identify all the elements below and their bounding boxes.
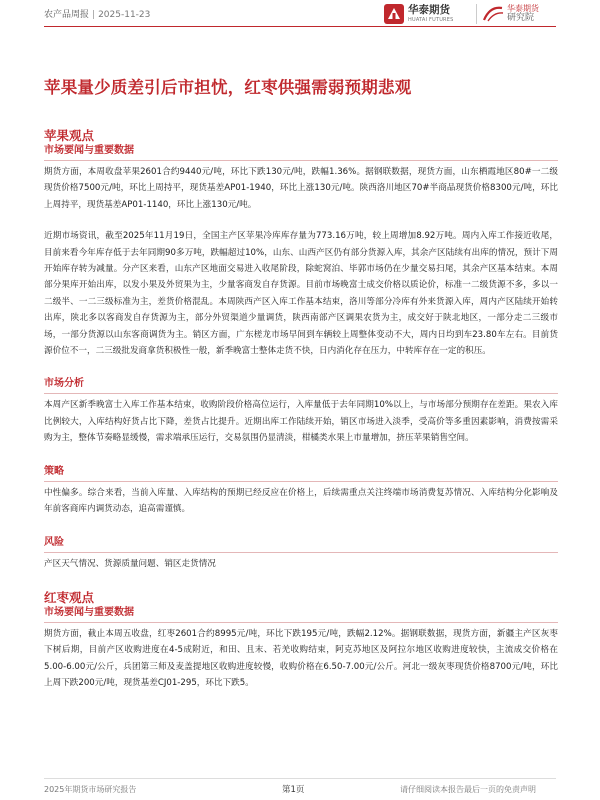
jujube-news-title: 市场要闻与重要数据 [44,606,134,618]
section-divider [44,481,558,482]
apple-news-paragraph-2: 近期市场资讯，截至2025年11月19日，全国主产区苹果冷库库存量为773.16万吨，较上周增加8.92万吨。周内入库工作接近收尾，目前来看今年库存低于去年同期90多万吨，跌幅超过10%，山东、山西产区仍有部分货源入库，其余产区陆续有出库的情况，预计下周开始库存转为减量。分产区来看，山东产区地面交易进入收尾阶段，除蛇窝泊、毕郭市场仍在少量交易扫尾，其余产区基本结束。本周部分果库开始出库，以发小果及外贸果为主，少量客商发自存货源。目前市场晚富士成交价格以质论价，标准一二级货源不多，多以一二级半、一二三级标准为主，差货价格混乱。本周陕西产区入库工作基本结束，洛川等部分冷库有外来货源入库，周内产区陆续开始转出库，陕北多以客商发自存货源为主，部分外贸渠道少量调货，陕西南部产区调果农货为主，成交好于陕北地区，一部分走二三级市场，一部分货源以山东客商调货为主。销区方面，广东槎龙市场早间到车辆较上周整体变动不大，周内日均到车23.80车左右。目前货源价位不一，二三级批发商拿货积极性一般，新季晚富士整体走货不快，日内消化存在压力，中转库存在一定的积压。 [44,231,558,357]
research-logo-line1: 华泰期货 [507,4,539,13]
page-number: 第1页 [282,785,305,795]
section-divider [44,622,558,623]
report-meta: 农产品周报 | 2025-11-23 [44,10,151,20]
page-header [0,0,600,30]
section-divider [44,393,558,394]
jujube-news-paragraph-1: 期货方面，截止本周五收盘，红枣2601合约8995元/吨，环比下跌195元/吨，跌幅2.12%。据钢联数据，现货方面，新疆主产区灰枣下树后期，目前产区收购进度在4-5成附近，和田、且末、若羌收购结束，阿克苏地区及阿拉尔地区收购进度较快，主流成交价格在5.00-6.00元/公斤，兵团第三师及麦盖提地区收购进度较慢，收购价格在6.50-7.00元/公斤。河北一级灰枣现货价格8700元/吨，环比上周下跌200元/吨，现货基差CJ01-295，环比下跌5。 [44,628,558,689]
huatai-futures-logo [384,2,453,26]
section-divider [44,552,558,553]
report-date: 2025-11-23 [98,10,151,20]
research-institute-logo [482,2,539,26]
footer-disclaimer: 请仔细阅读本报告最后一页的免责声明 [400,785,536,794]
jujube-section-title: 红枣观点 [44,589,95,605]
apple-section-title: 苹果观点 [44,128,95,143]
page-footer [0,776,600,800]
header-divider [44,26,556,27]
section-divider [44,160,558,161]
footer-divider [44,778,556,779]
report-body [44,128,558,692]
research-logo-icon [482,4,504,24]
logo-name-cn: 华泰期货 [408,4,450,17]
apple-risk-title: 风险 [44,536,64,548]
research-logo-line2: 研究院 [507,13,535,23]
logo-divider [476,4,477,24]
huatai-logo-icon [384,4,404,24]
page-title: 苹果量少质差引后市担忧，红枣供强需弱预期悲观 [44,78,412,97]
apple-strategy-paragraph: 中性偏多。综合来看，当前入库量、入库结构的预期已经反应在价格上，后续需重点关注终端市场消费复苏情况、入库结构分化影响及年前客商库内调货动态，追高需谨慎。 [44,487,558,515]
apple-section [44,128,558,572]
apple-analysis-paragraph: 本周产区新季晚富士入库工作基本结束，收购阶段价格高位运行，入库量低于去年同期10%以上，与市场部分预期存在差距。果农入库比例较大，入库结构好货占比下降，差货占比提升。近期出库工作陆续开始，销区市场进入淡季，受高价等多重因素影响，消费按需采购为主，整体节奏略显缓慢，需求端承压运行，交易氛围仍显清淡，柑橘类水果上市量增加，挤压苹果销售空间。 [44,400,558,444]
jujube-section [44,590,558,692]
apple-risk-paragraph: 产区天气情况、货源质量问题、销区走货情况 [44,558,216,569]
footer-report-name: 2025年期货市场研究报告 [44,785,137,794]
report-type: 农产品周报 [44,10,90,20]
logo-name-en: HUATAI FUTURES [408,16,454,23]
apple-news-paragraph-1: 期货方面，本周收盘苹果2601合约9440元/吨，环比下跌130元/吨，跌幅1.36%。据钢联数据，现货方面，山东栖霞地区80#一二级现货价格7500元/吨，环比上周持平，现货基差AP01-1940，环比上涨130元/吨。陕西洛川地区70#半商品现货价格8300元/吨，环比上周持平，现货基差AP01-1140，环比上涨130元/吨。 [44,167,558,210]
apple-news-title: 市场要闻与重要数据 [44,145,134,156]
apple-strategy-title: 策略 [44,465,64,477]
apple-analysis-title: 市场分析 [44,378,84,390]
